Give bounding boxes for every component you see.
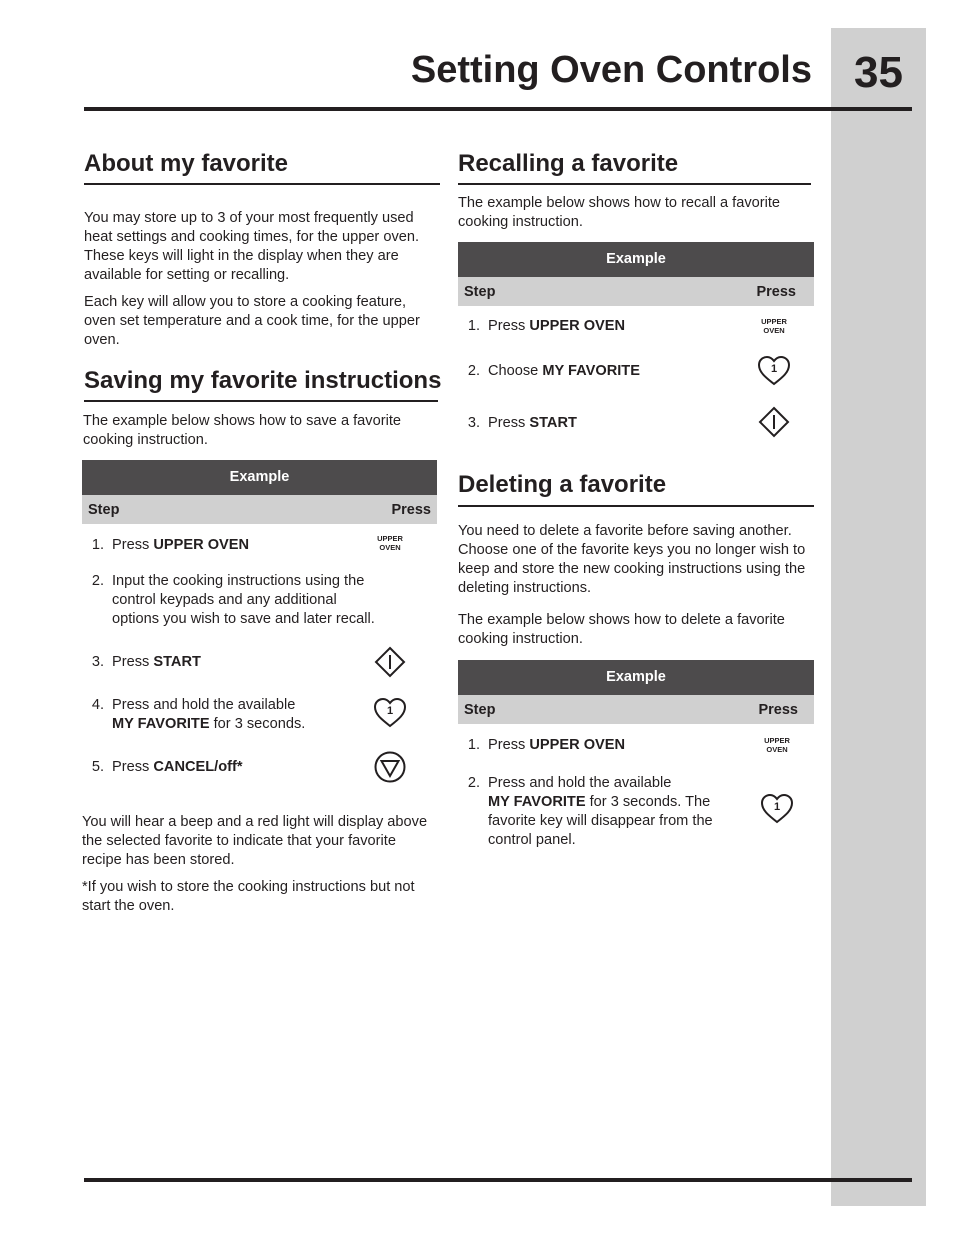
header-rule	[84, 107, 912, 111]
saving-heading: Saving my favorite instructions	[84, 367, 442, 394]
start-key-icon[interactable]	[374, 646, 406, 678]
about-heading-rule	[84, 183, 440, 185]
my-favorite-key[interactable]: 1	[760, 793, 794, 825]
side-tab-strip	[831, 28, 926, 1206]
about-paragraph-1: You may store up to 3 of your most frequently used heat settings and cooking times, for the upper oven. These keys will light in the display when they are available for setting or recalling.	[84, 210, 420, 283]
saving-footnote: *If you wish to store the cooking instructions but not start the oven.	[82, 879, 415, 914]
footer-rule	[84, 1178, 912, 1182]
my-favorite-key[interactable]: 1	[757, 355, 791, 387]
recalling-step-column: Step	[464, 283, 496, 300]
deleting-table-subheader	[458, 695, 814, 724]
deleting-table-title: Example	[458, 660, 814, 695]
about-heading: About my favorite	[84, 150, 289, 177]
saving-press-column: Press	[391, 501, 431, 518]
recalling-example-table	[458, 242, 814, 306]
start-key-icon[interactable]	[758, 406, 790, 438]
my-favorite-key[interactable]: 1	[373, 697, 407, 729]
deleting-heading-rule	[458, 505, 814, 507]
saving-table-title: Example	[82, 460, 437, 495]
page-title: Setting Oven Controls	[410, 49, 812, 91]
cancel-key-icon[interactable]	[374, 751, 406, 783]
deleting-example-table	[458, 660, 814, 724]
deleting-paragraph-2: The example below shows how to delete a favorite cooking instruction.	[458, 612, 785, 647]
deleting-paragraph-1: You need to delete a favorite before saving another. Choose one of the favorite keys you no longer wish to keep and store the new cooking instructions using the deleting instructions.	[458, 523, 806, 596]
saving-step-column: Step	[88, 501, 120, 518]
recalling-press-column: Press	[756, 283, 796, 300]
upper-oven-key[interactable]: UPPER OVEN	[377, 534, 403, 552]
upper-oven-key[interactable]: UPPER OVEN	[764, 736, 790, 754]
deleting-press-column: Press	[758, 701, 798, 718]
deleting-step-column: Step	[464, 701, 496, 718]
saving-intro: The example below shows how to save a favorite cooking instruction.	[83, 413, 401, 448]
upper-oven-key[interactable]: UPPER OVEN	[761, 317, 787, 335]
page-number: 35	[854, 48, 903, 97]
about-paragraph-2: Each key will allow you to store a cooking feature, oven set temperature and a cook time, for the upper oven.	[84, 294, 420, 348]
recalling-heading-rule	[458, 183, 811, 185]
recalling-table-title: Example	[458, 242, 814, 277]
saving-table-subheader	[82, 495, 437, 524]
deleting-heading: Deleting a favorite	[458, 471, 667, 498]
saving-example-table	[82, 460, 437, 524]
saving-after-note: You will hear a beep and a red light will display above the selected favorite to indicate that your favorite recipe has been stored.	[82, 814, 428, 868]
recalling-intro: The example below shows how to recall a favorite cooking instruction.	[458, 195, 781, 230]
recalling-heading: Recalling a favorite	[458, 150, 679, 177]
recalling-table-subheader	[458, 277, 814, 306]
saving-heading-rule	[84, 400, 438, 402]
